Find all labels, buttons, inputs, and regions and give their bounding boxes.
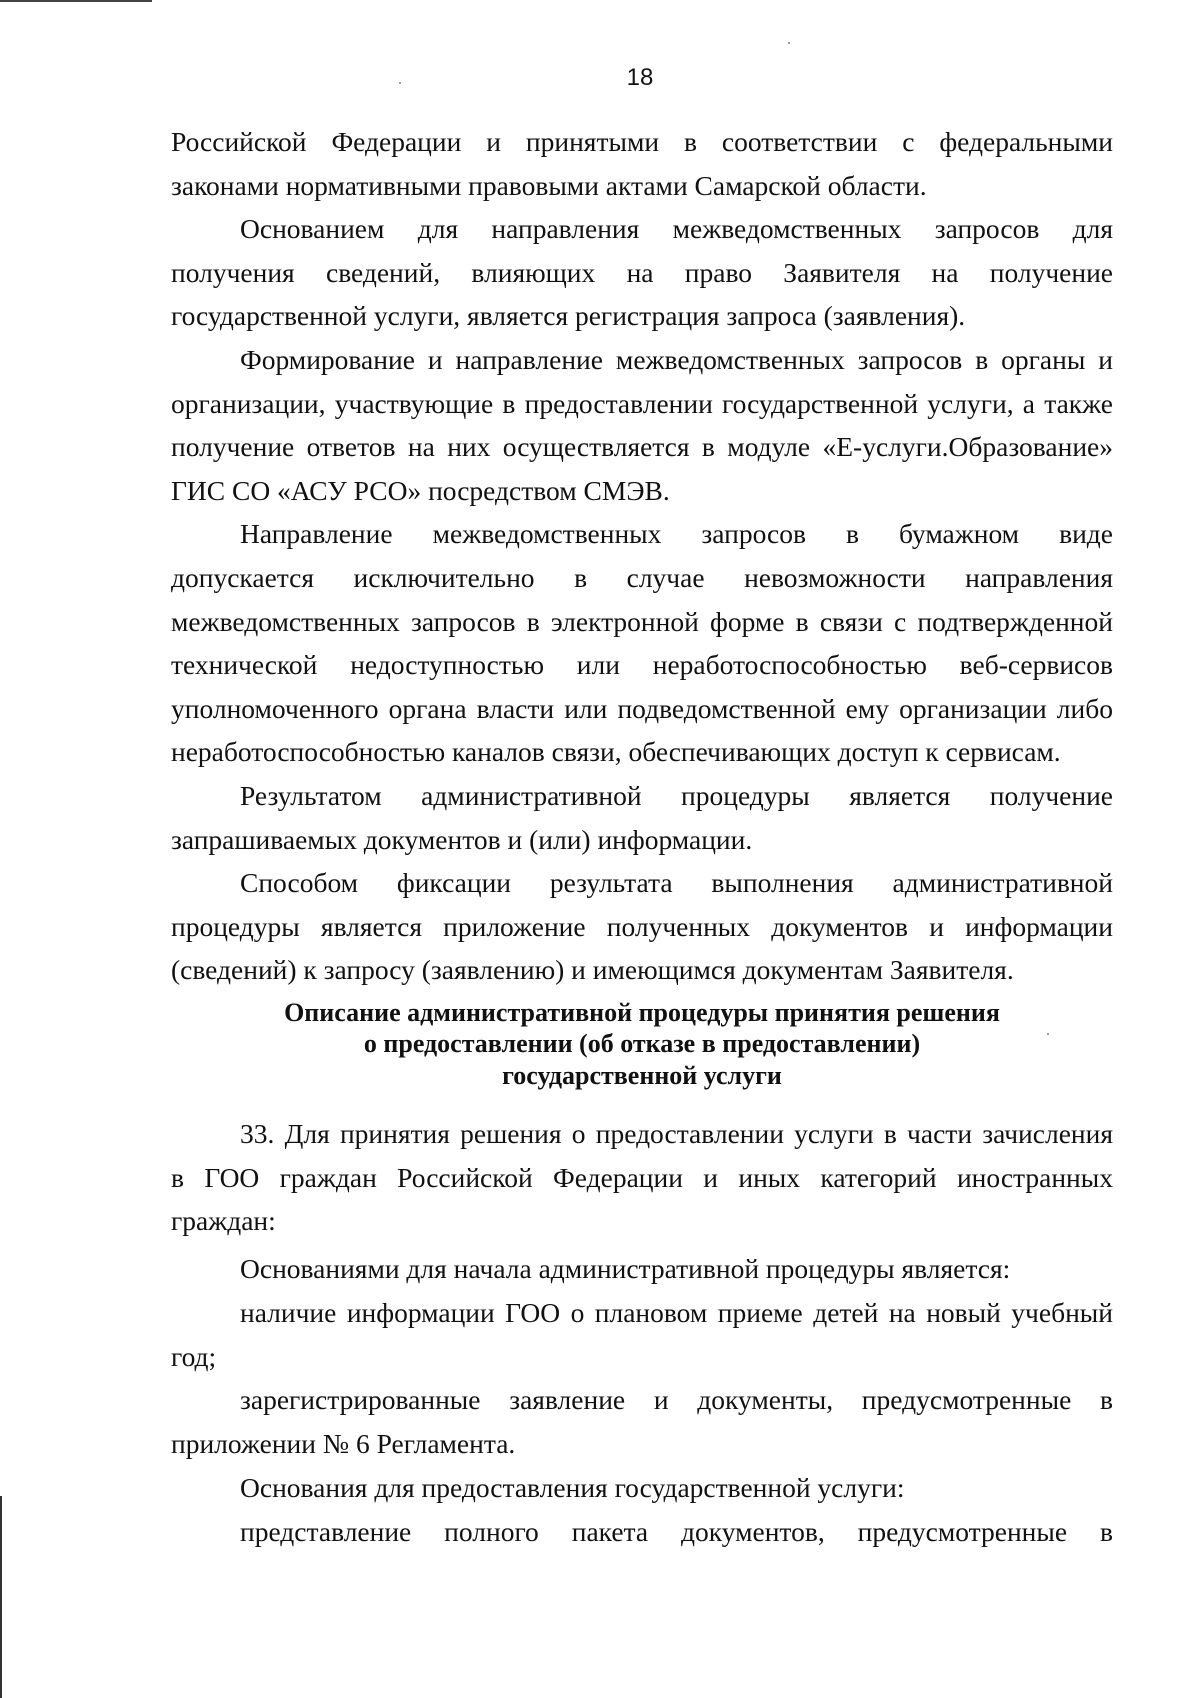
- scan-edge-left: [0, 1496, 2, 1698]
- text-line: Российской Федерации и принятыми в соответствии с федеральными: [171, 126, 1113, 157]
- text-line: государственной услуги, является регистрация запроса (заявления).: [171, 300, 966, 332]
- body-text-block-1: [171, 120, 1113, 992]
- heading-line: Описание административной процедуры принятия решения: [284, 998, 1000, 1027]
- text-line: организации, участвующие в предоставлении государственной услуги, а также: [171, 387, 1113, 419]
- text-line: получения сведений, влияющих на право Заявителя на получение: [171, 256, 1113, 288]
- text-line: приложении № 6 Регламента.: [171, 1427, 516, 1459]
- body-text-block-3: [171, 1247, 1113, 1291]
- section-heading: [171, 997, 1113, 1091]
- text-line: ГИС СО «АСУ РСО» посредством СМЭВ.: [171, 474, 670, 506]
- body-text-block-4: [171, 1291, 1113, 1378]
- heading-line: о предоставлении (об отказе в предоставлении): [363, 1029, 921, 1059]
- text-line: наличие информации ГОО о плановом приеме детей на новый учебный: [240, 1297, 1113, 1328]
- text-line: получение ответов на них осуществляется в модуле «Е-услуги.Образование»: [171, 431, 1113, 463]
- heading-line: государственной услуги: [502, 1060, 782, 1090]
- text-line: Способом фиксации результата выполнения административной: [240, 867, 1113, 899]
- text-line: в ГОО граждан Российской Федерации и иных категорий иностранных: [171, 1161, 1113, 1193]
- scan-speck: [788, 42, 790, 44]
- text-line: Результатом административной процедуры является получение: [240, 779, 1113, 811]
- text-line: Основанием для направления межведомственных запросов для: [240, 213, 1113, 245]
- page-number: 18: [626, 64, 654, 91]
- text-line: Направление межведомственных запросов в бумажном виде: [240, 518, 1113, 550]
- text-line: Основания для предоставления государственной услуги:: [240, 1472, 905, 1503]
- body-text-block-6: [171, 1466, 1113, 1553]
- text-line: представление полного пакета документов, предусмотренные в: [240, 1515, 1113, 1547]
- text-line: зарегистрированные заявление и документы, предусмотренные в: [240, 1384, 1113, 1415]
- text-line: граждан:: [171, 1205, 276, 1237]
- text-line: межведомственных запросов в электронной форме в связи с подтвержденной: [171, 605, 1113, 637]
- text-line: процедуры является приложение полученных документов и информации: [171, 910, 1113, 942]
- scan-edge-top: [0, 0, 152, 2]
- body-text-block-5: [171, 1378, 1113, 1465]
- text-line: законами нормативными правовыми актами Самарской области.: [171, 169, 927, 201]
- text-line: год;: [171, 1340, 217, 1372]
- body-text-block-2: [171, 1112, 1113, 1243]
- text-line: технической недоступностью или неработоспособностью веб-сервисов: [171, 649, 1113, 681]
- text-line: (сведений) к запросу (заявлению) и имеющимся документам Заявителя.: [171, 954, 1014, 986]
- text-line: Формирование и направление межведомственных запросов в органы и: [240, 343, 1113, 375]
- text-line: неработоспособностью каналов связи, обеспечивающих доступ к сервисам.: [171, 736, 1061, 768]
- text-line: 33. Для принятия решения о предоставлении услуги в части зачисления: [240, 1118, 1113, 1149]
- text-line: уполномоченного органа власти или подведомственной ему организации либо: [171, 692, 1113, 724]
- text-line: запрашиваемых документов и (или) информации.: [171, 823, 753, 855]
- text-line: Основаниями для начала административной процедуры является:: [240, 1253, 1011, 1284]
- text-line: допускается исключительно в случае невозможности направления: [171, 561, 1113, 593]
